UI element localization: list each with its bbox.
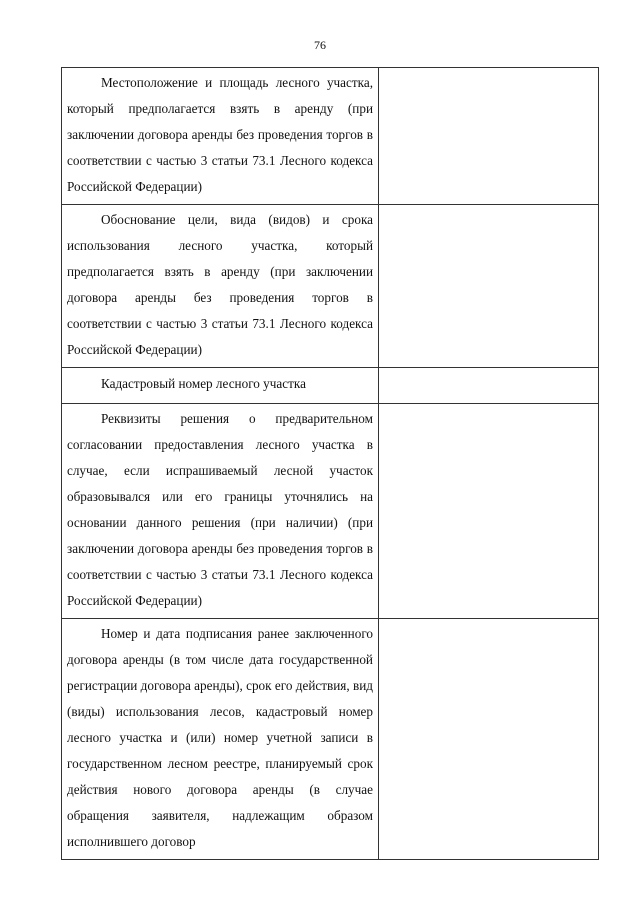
- table-row: [62, 368, 599, 404]
- row-value-previous-lease: [379, 619, 598, 625]
- label-cell: [62, 68, 379, 205]
- row-label-previous-lease: Номер и дата подписания ранее заключенного договора аренды (в том числе дата государственной регистрации договора аренды), срок его действия, вид (виды) использования лесов, кадастровый номер лесного участка и (или) номер учетной записи в государственном лесном реестре, планируемый срок действия нового договора аренды (в случае обращения заявителя, надлежащим образом исполнившего договор: [67, 626, 373, 849]
- page-number: 76: [314, 38, 326, 52]
- row-value-location-area: [379, 68, 598, 74]
- table-row: [62, 619, 599, 860]
- row-label-cadastral-number: Кадастровый номер лесного участка: [101, 376, 306, 391]
- application-form-table: [61, 67, 599, 860]
- table-row: [62, 68, 599, 205]
- value-cell: [379, 368, 599, 404]
- row-label-purpose-justification: Обоснование цели, вида (видов) и срока использования лесного участка, который предполагается взять в аренду (при заключении договора аренды без проведения торгов в соответствии с частью 3 статьи 73.1 Лесного кодекса Российской Федерации): [67, 212, 373, 357]
- row-label-decision-details: Реквизиты решения о предварительном согласовании предоставления лесного участка в случае, если испрашиваемый лесной участок образовывался или его границы уточнялись на основании данного решения (при наличии) (при заключении договора аренды без проведения торгов в соответствии с частью 3 статьи 73.1 Лесного кодекса Российской Федерации): [67, 411, 373, 608]
- table-row: [62, 404, 599, 619]
- label-cell: [62, 205, 379, 368]
- label-cell: [62, 619, 379, 860]
- row-label-location-area: Местоположение и площадь лесного участка, который предполагается взять в аренду (при заключении договора аренды без проведения торгов в соответствии с частью 3 статьи 73.1 Лесного кодекса Российской Федерации): [67, 75, 373, 194]
- row-value-decision-details: [379, 404, 598, 410]
- label-cell: [62, 404, 379, 619]
- row-value-purpose-justification: [379, 205, 598, 211]
- row-value-cadastral-number: [379, 368, 598, 375]
- value-cell: [379, 205, 599, 368]
- value-cell: [379, 619, 599, 860]
- value-cell: [379, 68, 599, 205]
- label-cell: [62, 368, 379, 404]
- table-row: [62, 205, 599, 368]
- value-cell: [379, 404, 599, 619]
